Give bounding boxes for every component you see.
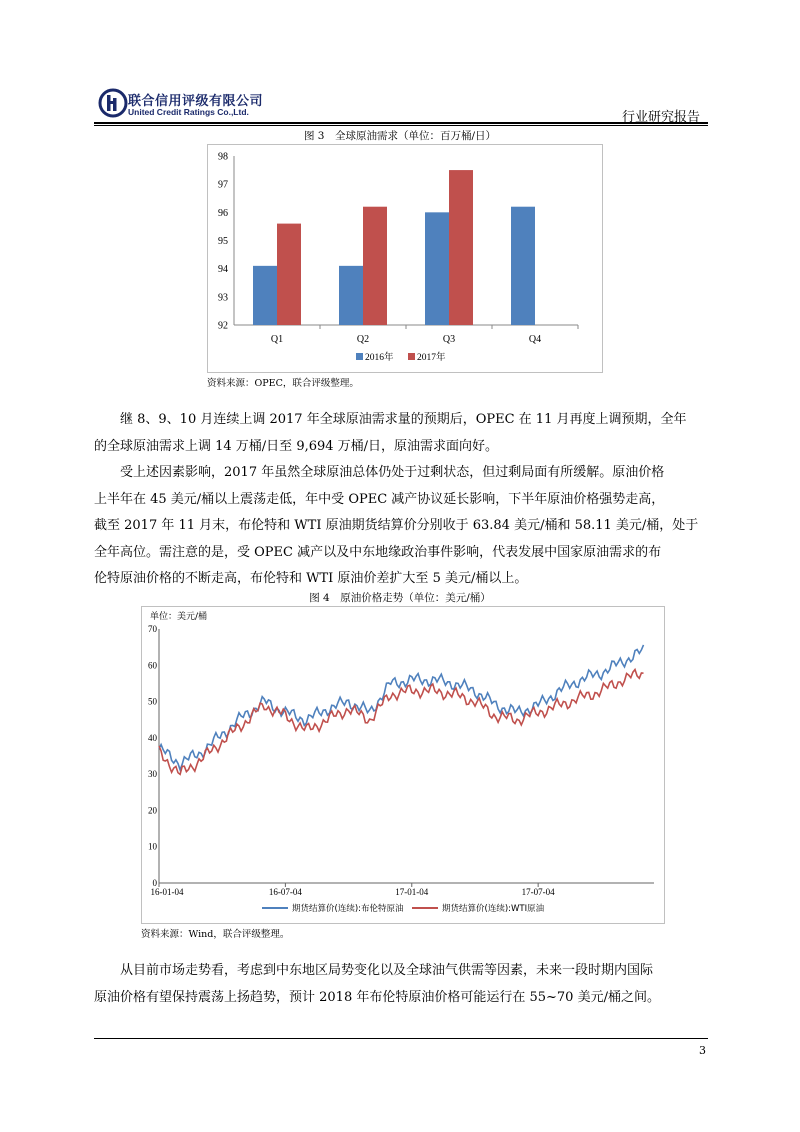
y-tick-label: 96: [218, 207, 228, 219]
legend-label-期货结算价(连续):WTI原油: 期货结算价(连续):WTI原油: [442, 904, 545, 914]
paragraph-3-line-2: 原油价格有望保持震荡上扬趋势，预计 2018 年布伦特原油价格可能运行在 55~70 美元/桶之间。: [94, 989, 660, 1005]
x-tick-label: 16-07-04: [268, 887, 302, 897]
bar-2016年-Q4: [511, 207, 535, 325]
bar-2016年-Q3: [425, 212, 449, 325]
figure3-chart-frame: [207, 144, 603, 373]
y-tick-label: 50: [148, 696, 157, 707]
y-tick-label: 20: [148, 805, 157, 816]
x-tick-label: Q2: [356, 334, 370, 345]
y-tick-label: 95: [218, 236, 228, 247]
y-tick-label: 10: [148, 841, 157, 852]
page-number: 3: [699, 1044, 706, 1057]
bar-2016年-Q1: [253, 266, 277, 325]
bar-2017年-Q2: [363, 207, 387, 325]
y-tick-label: 0: [152, 878, 157, 888]
y-tick-label: 70: [148, 624, 157, 634]
paragraph-3-line-1: 从目前市场走势看，考虑到中东地区局势变化以及全球油气供需等因素，未来一段时期内国际: [120, 963, 654, 978]
paragraph-2: [94, 460, 708, 593]
y-tick-label: 40: [148, 732, 157, 743]
company-logo-icon: [98, 88, 128, 118]
paragraph-3: [94, 958, 708, 1011]
y-tick-label: 30: [148, 769, 157, 780]
paragraph-2-line-4: 全年高位。需注意的是，受 OPEC 减产以及中东地缘政治事件影响，代表发展中国家原油需求的布: [94, 544, 662, 560]
paragraph-2-line-1: 受上述因素影响，2017 年虽然全球原油总体仍处于过剩状态，但过剩局面有所缓解。原油价格: [120, 465, 665, 480]
figure3-source: 资料来源：OPEC，联合评级整理。: [207, 378, 359, 389]
y-tick-label: 93: [218, 292, 228, 304]
x-tick-label: Q3: [442, 334, 456, 345]
line-series-期货结算价(连续):布伦特原油: [159, 645, 644, 770]
y-tick-label: 92: [218, 320, 228, 332]
legend-label-期货结算价(连续):布伦特原油: 期货结算价(连续):布伦特原油: [292, 904, 404, 914]
footer-divider: [94, 1038, 708, 1039]
y-tick-label: 98: [218, 151, 228, 163]
header-divider: [94, 122, 708, 124]
figure4-source: 资料来源：Wind，联合评级整理。: [141, 929, 290, 940]
figure4-caption: 图 4 原油价格走势（单位：美元/桶）: [309, 592, 491, 604]
bar-2017年-Q3: [449, 170, 473, 325]
legend-swatch-2017年: [408, 353, 415, 360]
company-name-cn: 联合信用评级有限公司: [128, 94, 264, 109]
paragraph-2-line-2: 上半年在 45 美元/桶以上震荡走低，年中受 OPEC 减产协议延长影响，下半年原油价格强势走高，: [94, 491, 665, 507]
bar-2016年-Q2: [339, 266, 363, 325]
unit-label: 单位：美元/桶: [150, 612, 208, 622]
header-divider-thin: [94, 125, 708, 126]
figure4-line-chart: [142, 607, 664, 923]
legend-swatch-2016年: [356, 353, 363, 360]
figure3-bar-chart: [208, 145, 602, 372]
legend-label-2016年: 2016年: [365, 353, 394, 363]
paragraph-2-line-3: 截至 2017 年 11 月末，布伦特和 WTI 原油期货结算价分别收于 63.84 美元/桶和 58.11 美元/桶，处于: [94, 518, 699, 533]
y-tick-label: 60: [148, 660, 157, 671]
paragraph-1-line-1: 继 8、9、10 月连续上调 2017 年全球原油需求量的预期后，OPEC 在 11 月再度上调预期，全年: [120, 412, 687, 427]
x-tick-label: Q4: [528, 334, 542, 345]
figure3-caption: 图 3 全球原油需求（单位：百万桶/日）: [303, 130, 497, 142]
paragraph-1-line-2: 的全球原油需求上调 14 万桶/日至 9,694 万桶/日，原油需求面向好。: [94, 438, 499, 454]
legend-label-2017年: 2017年: [417, 353, 446, 363]
x-tick-label: 17-07-04: [521, 887, 555, 897]
y-tick-label: 97: [218, 179, 228, 191]
paragraph-1: [94, 407, 708, 460]
company-name-en: United Credit Ratings Co.,Ltd.: [128, 107, 249, 117]
paragraph-2-line-5: 伦特原油价格的不断走高，布伦特和 WTI 原油价差扩大至 5 美元/桶以上。: [94, 571, 528, 586]
y-tick-label: 94: [218, 264, 228, 276]
figure4-chart-frame: [141, 606, 665, 924]
x-tick-label: 16-01-04: [150, 887, 184, 897]
x-tick-label: 17-01-04: [395, 887, 429, 897]
bar-2017年-Q1: [277, 224, 301, 325]
x-tick-label: Q1: [270, 334, 284, 345]
report-type-label: 行业研究报告: [621, 110, 700, 125]
